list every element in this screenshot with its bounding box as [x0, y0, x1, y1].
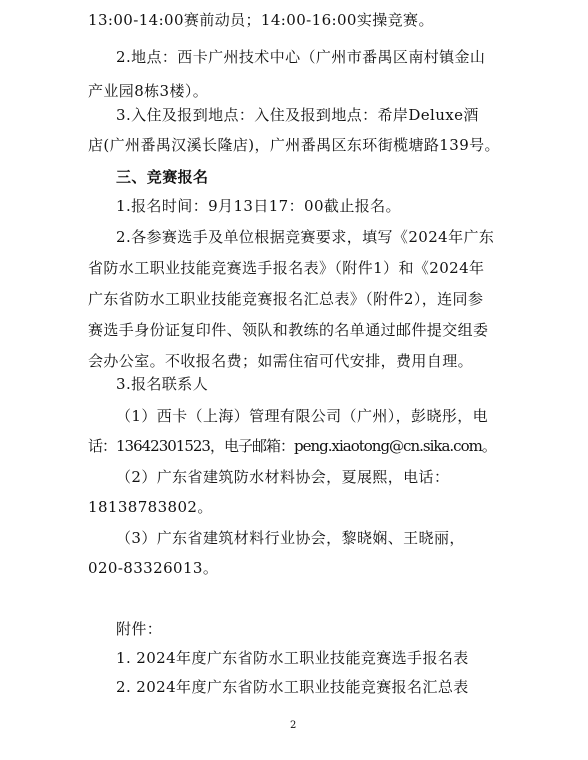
registration-requirement-line: 会办公室。不收报名费；如需住宿可代安排，费用自理。: [88, 352, 474, 370]
venue-line-cont: 产业园8栋3楼）。: [88, 82, 209, 100]
hotel-line-cont: 店(广州番禺汉溪长隆店)，广州番禺区东环街榄塘路139号。: [88, 136, 500, 154]
contact-2-line: （2）广东省建筑防水材料协会，夏展熙，电话：: [116, 468, 450, 486]
attachment-item: 2. 2024年度广东省防水工职业技能竞赛报名汇总表: [116, 678, 469, 696]
registration-requirement-line: 2.各参赛选手及单位根据竞赛要求，填写《2024年广东: [116, 228, 495, 246]
contact-1-line: （1）西卡（上海）管理有限公司（广州），彭晓彤，电: [116, 407, 489, 425]
attachment-item: 1. 2024年度广东省防水工职业技能竞赛选手报名表: [116, 649, 469, 667]
schedule-time-line: 13:00-14:00赛前动员；14:00-16:00实操竞赛。: [88, 11, 434, 29]
registration-time-line: 1.报名时间：9月13日17：00截止报名。: [116, 197, 401, 215]
contact-3-line-cont: 020-83326013。: [88, 559, 219, 577]
hotel-line: 3.入住及报到地点：入住及报到地点：希岸Deluxe酒: [116, 106, 479, 124]
venue-line: 2.地点：西卡广州技术中心（广州市番禺区南村镇金山: [116, 48, 486, 66]
contact-1-line-cont: 话：13642301523，电子邮箱：peng.xiaotong@cn.sika.com。: [88, 437, 496, 455]
contact-3-line: （3）广东省建筑材料行业协会，黎晓娴、王晓丽，: [116, 529, 465, 547]
attachments-heading: 附件：: [116, 620, 163, 638]
registration-requirement-line: 广东省防水工职业技能竞赛报名汇总表》（附件2），连同参: [88, 290, 484, 308]
section-heading-registration: 三、竞赛报名: [116, 168, 209, 186]
contacts-heading: 3.报名联系人: [116, 375, 209, 393]
registration-requirement-line: 赛选手身份证复印件、领队和教练的名单通过邮件提交组委: [88, 321, 489, 339]
registration-requirement-line: 省防水工职业技能竞赛选手报名表》（附件1）和《2024年: [88, 259, 485, 277]
contact-2-line-cont: 18138783802。: [88, 498, 213, 516]
page-number: 2: [290, 720, 297, 731]
